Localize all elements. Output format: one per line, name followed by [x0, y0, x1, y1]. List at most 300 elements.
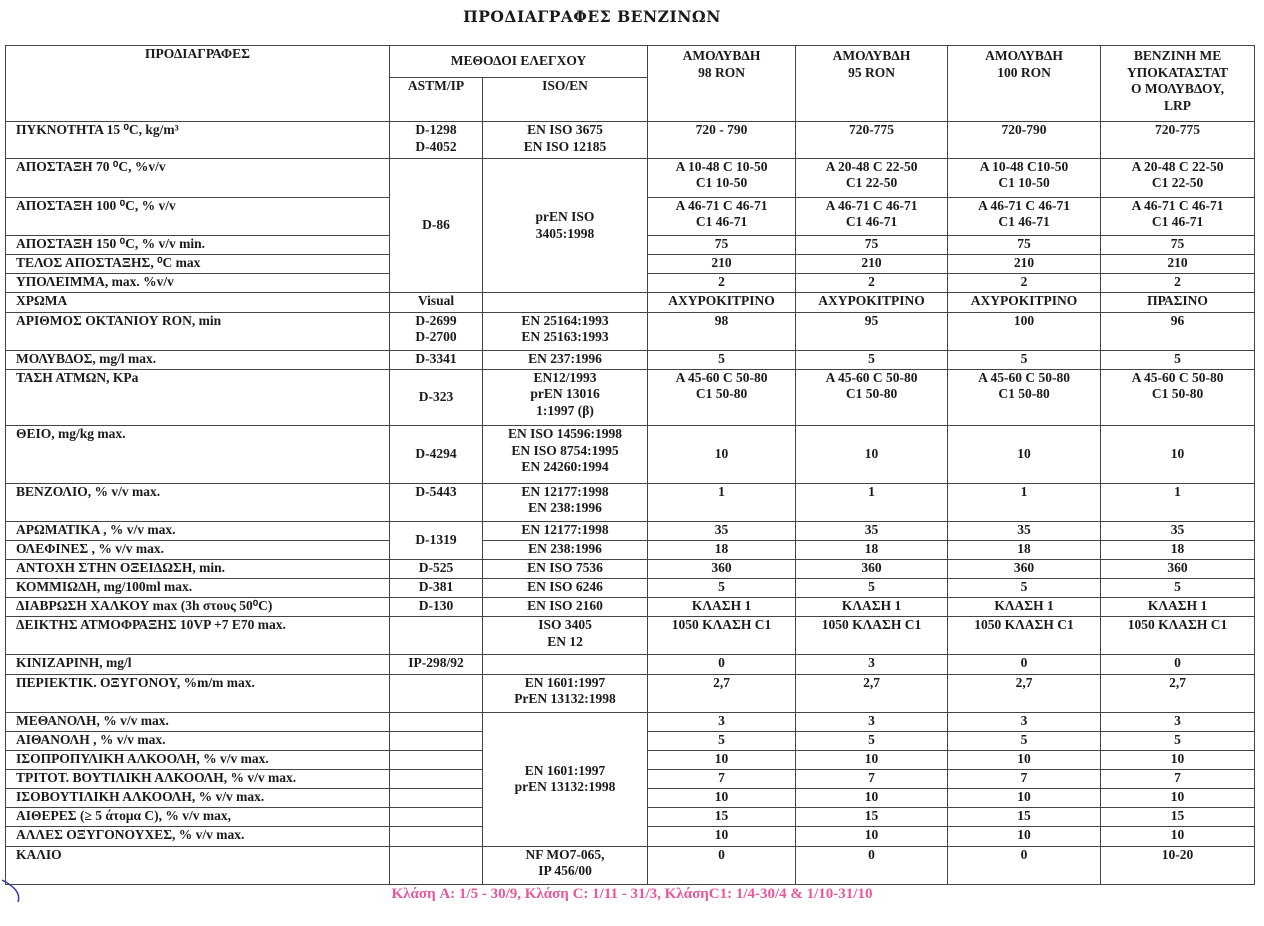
spec-label: ΠΥΚΝΟΤΗΤΑ 15 ⁰C, kg/m³	[6, 122, 390, 158]
astm-method-line: D-525	[418, 559, 454, 575]
fuel-value-line: 1	[1174, 483, 1181, 499]
header-fuel-1-line: ΑΜΟΛΥΒΔΗ	[682, 48, 761, 63]
iso-method-line: NF MO7-065,	[525, 846, 605, 862]
iso-method-line: prEN 13016	[530, 386, 600, 402]
fuel-value	[648, 540, 796, 559]
table-row	[6, 540, 1255, 559]
fuel-value	[648, 712, 796, 731]
fuel-value-line: 95	[864, 312, 879, 328]
fuel-value-line: A 46-71 C 46-71	[825, 197, 918, 213]
fuel-value-line: ΚΛΑΣΗ 1	[994, 598, 1054, 614]
iso-method-line: prEN 13132:1998	[514, 779, 616, 795]
fuel-value	[796, 426, 948, 483]
fuel-value-line: 7	[1020, 770, 1028, 786]
fuel-value-line: 5	[868, 350, 875, 366]
header-fuel-3	[948, 46, 1101, 122]
fuel-value-line: C1 46-71	[998, 214, 1050, 230]
iso-method	[483, 540, 648, 559]
iso-method-line: EN ISO 7536	[527, 559, 603, 575]
fuel-value	[796, 731, 948, 750]
fuel-value-line: 720-775	[849, 122, 895, 138]
fuel-value-line: 5	[1174, 579, 1181, 595]
spec-label: ΔΕΙΚΤΗΣ ΑΤΜΟΦΡΑΞΗΣ 10VP +7 E70 max.	[6, 617, 390, 655]
fuel-value	[948, 122, 1101, 158]
fuel-value-line: 210	[1013, 255, 1035, 271]
fuel-value-line: 720-790	[1001, 122, 1047, 138]
fuel-value	[1101, 369, 1255, 425]
fuel-value-line: 210	[861, 255, 882, 271]
fuel-value-line: 18	[864, 540, 879, 556]
fuel-value	[648, 731, 796, 750]
fuel-value-line: 75	[864, 236, 879, 252]
astm-method	[390, 598, 483, 617]
fuel-value-line: A 20-48 C 22-50	[825, 158, 918, 174]
fuel-value-line: 35	[1170, 521, 1185, 537]
spec-label: ΚΙΝΙΖΑΡΙΝΗ, mg/l	[6, 655, 390, 674]
header-fuel-2-line: 95 RON	[848, 64, 895, 80]
astm-method	[390, 674, 483, 712]
table-row	[6, 617, 1255, 655]
fuel-value-line: 18	[714, 540, 729, 556]
astm-method	[390, 789, 483, 808]
iso-method-line: IP 456/00	[538, 863, 592, 879]
fuel-value-line: 1050 ΚΛΑΣΗ C1	[974, 617, 1074, 633]
fuel-value	[948, 598, 1101, 617]
iso-method	[483, 559, 648, 578]
header-astm	[390, 78, 483, 122]
fuel-value	[648, 274, 796, 293]
fuel-value-line: 35	[1017, 521, 1031, 537]
fuel-value-line: 0	[718, 846, 725, 862]
spec-label: ΜΟΛΥΒΔΟΣ, mg/l max.	[6, 350, 390, 369]
iso-method	[483, 350, 648, 369]
fuel-value	[1101, 655, 1255, 674]
astm-method	[390, 369, 483, 425]
spec-label: ΥΠΟΛΕΙΜΜΑ, max. %v/v	[6, 274, 390, 293]
fuel-value-line: 18	[1017, 540, 1031, 556]
fuel-value	[1101, 789, 1255, 808]
fuel-value	[648, 483, 796, 521]
header-specs	[6, 46, 390, 122]
iso-method	[483, 655, 648, 674]
spec-label: ΤΕΛΟΣ ΑΠΟΣΤΑΞΗΣ, ⁰C max	[6, 255, 390, 274]
fuel-value-line: 1050 ΚΛΑΣΗ C1	[671, 617, 772, 633]
iso-method-line: EN 238:1996	[528, 540, 602, 556]
fuel-value-line: 2,7	[713, 674, 730, 690]
spec-label: ΑΡΩΜΑΤΙΚΑ , % v/v max.	[6, 521, 390, 540]
astm-method	[390, 827, 483, 846]
table-row	[6, 312, 1255, 350]
astm-method-line: D-1298	[415, 122, 457, 138]
fuel-value-line: 2	[868, 274, 875, 290]
fuel-value-line: 7	[868, 770, 875, 786]
astm-method	[390, 122, 483, 158]
iso-method-line: EN ISO 8754:1995	[511, 442, 619, 458]
fuel-value	[648, 789, 796, 808]
fuel-value-line: 100	[1013, 312, 1035, 328]
iso-method	[483, 312, 648, 350]
fuel-value-line: 210	[711, 255, 732, 271]
iso-method-line: prEN ISO	[535, 209, 595, 225]
fuel-value-line: 3	[718, 712, 725, 728]
header-fuel-4-line: ΥΠΟΚΑΤΑΣΤΑΤ	[1126, 64, 1229, 80]
fuel-value	[1101, 712, 1255, 731]
fuel-value-line: A 46-71 C 46-71	[1131, 197, 1224, 213]
header-fuel-2	[796, 46, 948, 122]
astm-method	[390, 731, 483, 750]
spec-label: ΑΛΛΕΣ ΟΞΥΓΟΝΟΥΧΕΣ, % v/v max.	[6, 827, 390, 846]
fuel-value	[796, 808, 948, 827]
iso-method-line: EN 12177:1998	[521, 521, 609, 537]
spec-label: ΑΡΙΘΜΟΣ ΟΚΤΑΝΙΟΥ RON, min	[6, 312, 390, 350]
astm-method-line: D-2699	[415, 312, 457, 328]
fuel-value-line: 0	[868, 846, 875, 862]
fuel-value-line: 1050 ΚΛΑΣΗ C1	[821, 617, 922, 633]
fuel-value-line: C1 22-50	[1151, 175, 1204, 191]
iso-method-line: EN 1601:1997	[524, 762, 606, 778]
iso-method-line: EN 1601:1997	[524, 674, 606, 690]
header-fuel-4-line: Ο ΜΟΛΥΒΔΟΥ,	[1131, 81, 1225, 96]
spec-label: ΜΕΘΑΝΟΛΗ, % v/v max.	[6, 712, 390, 731]
fuel-value	[796, 579, 948, 598]
fuel-value-line: 3	[868, 712, 875, 728]
fuel-value-line: 210	[1167, 255, 1188, 271]
fuel-value	[1101, 312, 1255, 350]
astm-method	[390, 350, 483, 369]
fuel-value	[948, 617, 1101, 655]
fuel-value-line: 10	[864, 751, 879, 767]
fuel-value-line: 10	[714, 751, 729, 767]
spec-label: ΚΑΛΙΟ	[6, 846, 390, 884]
fuel-value	[796, 293, 948, 312]
fuel-value-line: ΑΧΥΡΟΚΙΤΡΙΝΟ	[668, 293, 775, 309]
fuel-value-line: 10	[1017, 751, 1031, 767]
spec-label: ΑΠΟΣΤΑΞΗ 150 ⁰C, % v/v min.	[6, 236, 390, 255]
fuel-value	[1101, 617, 1255, 655]
fuel-value-line: 1050 ΚΛΑΣΗ C1	[1127, 617, 1228, 633]
iso-method-line: 3405:1998	[535, 225, 595, 241]
fuel-value	[796, 598, 948, 617]
fuel-value	[796, 827, 948, 846]
fuel-value-line: A 46-71 C 46-71	[675, 197, 768, 213]
fuel-value-line: 10	[864, 827, 879, 843]
astm-method	[390, 158, 483, 293]
spec-label: ΒΕΝΖΟΛΙΟ, % v/v max.	[6, 483, 390, 521]
fuel-value-line: 75	[714, 236, 729, 252]
header-iso-line: ISO/EN	[542, 78, 588, 94]
astm-method	[390, 426, 483, 483]
header-methods-line: ΜΕΘΟΔΟΙ ΕΛΕΓΧΟΥ	[450, 53, 587, 69]
spec-label: ΑΝΤΟΧΗ ΣΤΗΝ ΟΞΕΙΔΩΣΗ, min.	[6, 559, 390, 578]
fuel-value-line: 15	[1017, 808, 1031, 824]
fuel-value	[948, 789, 1101, 808]
fuel-value	[948, 827, 1101, 846]
fuel-value-line: C1 50-80	[845, 386, 898, 402]
fuel-value-line: A 10-48 C 10-50	[675, 158, 768, 174]
astm-method-line: D-130	[418, 598, 454, 614]
spec-label: ΑΙΘΕΡΕΣ (≥ 5 άτομα C), % v/v max,	[6, 808, 390, 827]
fuel-value-line: 2,7	[1169, 674, 1186, 690]
fuel-value-line: 2,7	[1015, 674, 1033, 690]
fuel-value-line: 98	[714, 312, 729, 328]
fuel-value-line: 10	[1017, 827, 1031, 843]
fuel-value	[1101, 540, 1255, 559]
spec-label: ΤΡΙΤΟΤ. ΒΟΥΤΙΛΙΚΗ ΑΛΚΟΟΛΗ, % v/v max.	[6, 770, 390, 789]
iso-method-line: ISO 3405	[538, 617, 592, 633]
fuel-value	[948, 483, 1101, 521]
fuel-value-line: 10	[714, 789, 729, 805]
fuel-value-line: C1 10-50	[998, 175, 1050, 191]
fuel-value	[796, 483, 948, 521]
iso-method-line: EN 12	[547, 633, 583, 649]
fuel-value-line: 2	[718, 274, 725, 290]
table-row	[6, 846, 1255, 884]
header-fuel-4	[1101, 46, 1255, 122]
astm-method-line: D-3341	[415, 350, 457, 366]
iso-method	[483, 617, 648, 655]
table-row	[6, 674, 1255, 712]
table-row	[6, 369, 1255, 425]
astm-method	[390, 808, 483, 827]
iso-method	[483, 483, 648, 521]
fuel-value	[948, 846, 1101, 884]
fuel-value-line: A 45-60 C 50-80	[675, 369, 768, 385]
page-title: ΠΡΟΔΙΑΓΡΑΦΕΣ ΒΕΝΖΙΝΩΝ	[463, 7, 721, 26]
iso-method-line: EN ISO 14596:1998	[508, 426, 623, 442]
fuel-value-line: 3	[868, 655, 875, 671]
fuel-value-line: 3	[1174, 712, 1181, 728]
table-row	[6, 559, 1255, 578]
fuel-value-line: 5	[1174, 731, 1181, 747]
fuel-value-line: 5	[868, 731, 875, 747]
fuel-value	[1101, 770, 1255, 789]
fuel-value	[648, 236, 796, 255]
fuel-value	[796, 617, 948, 655]
fuel-value-line: A 20-48 C 22-50	[1131, 158, 1224, 174]
fuel-value-line: 5	[868, 579, 875, 595]
fuel-value-line: A 46-71 C 46-71	[978, 197, 1070, 213]
fuel-value-line: 10	[1017, 446, 1031, 462]
fuel-value	[648, 158, 796, 197]
spec-label: ΙΣΟΒΟΥΤΙΛΙΚΗ ΑΛΚΟΟΛΗ, % v/v max.	[6, 789, 390, 808]
fuel-value	[1101, 197, 1255, 235]
fuel-value-line: 5	[1020, 579, 1028, 595]
iso-method-line: EN ISO 3675	[527, 122, 603, 138]
header-specs-line: ΠΡΟΔΙΑΓΡΑΦΕΣ	[145, 46, 250, 61]
spec-label: ΑΠΟΣΤΑΞΗ 70 ⁰C, %v/v	[6, 158, 390, 197]
fuel-value-line: 1	[718, 483, 725, 499]
fuel-value	[1101, 426, 1255, 483]
astm-method-line: D-5443	[415, 483, 457, 499]
fuel-value	[948, 293, 1101, 312]
fuel-value	[648, 521, 796, 540]
fuel-value-line: 0	[1020, 846, 1028, 862]
class-legend-footer: Κλάση A: 1/5 - 30/9, Κλάση C: 1/11 - 31/3, ΚλάσηC1: 1/4-30/4 & 1/10-31/10	[391, 886, 873, 902]
fuel-value	[948, 369, 1101, 425]
fuel-value	[948, 674, 1101, 712]
fuel-value	[796, 158, 948, 197]
fuel-value-line: 5	[718, 579, 725, 595]
fuel-value	[1101, 846, 1255, 884]
fuel-value	[648, 617, 796, 655]
astm-method	[390, 293, 483, 312]
astm-method	[390, 312, 483, 350]
fuel-value	[948, 655, 1101, 674]
fuel-value	[648, 255, 796, 274]
spec-label: ΑΙΘΑΝΟΛΗ , % v/v max.	[6, 731, 390, 750]
iso-method	[483, 293, 648, 312]
astm-method-line: D-381	[418, 579, 454, 595]
scan-edge-mark	[0, 876, 30, 906]
iso-method-line: EN 12177:1998	[521, 483, 609, 499]
fuel-value-line: ΚΛΑΣΗ 1	[1147, 598, 1208, 614]
fuel-value	[948, 236, 1101, 255]
fuel-value-line: 10-20	[1161, 846, 1194, 862]
fuel-value	[648, 122, 796, 158]
fuel-value-line: ΑΧΥΡΟΚΙΤΡΙΝΟ	[970, 293, 1078, 309]
header-fuel-1-line: 98 RON	[698, 64, 745, 80]
fuel-value-line: 35	[864, 521, 879, 537]
fuel-value	[648, 751, 796, 770]
fuel-value	[796, 369, 948, 425]
fuel-value	[796, 197, 948, 235]
fuel-value	[1101, 274, 1255, 293]
fuel-value	[948, 770, 1101, 789]
fuel-value	[1101, 293, 1255, 312]
fuel-value-line: C1 50-80	[1151, 386, 1204, 402]
iso-method	[483, 426, 648, 483]
fuel-value-line: 75	[1017, 236, 1031, 252]
fuel-value-line: 96	[1170, 312, 1185, 328]
fuel-value	[796, 674, 948, 712]
fuel-value-line: 15	[714, 808, 729, 824]
fuel-value	[948, 579, 1101, 598]
astm-method	[390, 617, 483, 655]
fuel-value	[648, 770, 796, 789]
fuel-value	[796, 312, 948, 350]
fuel-value-line: 5	[718, 731, 725, 747]
iso-method-line: EN 25163:1993	[521, 329, 609, 345]
fuel-value-line: 360	[1013, 559, 1035, 575]
fuel-value-line: A 45-60 C 50-80	[825, 369, 918, 385]
astm-method	[390, 579, 483, 598]
fuel-value	[648, 293, 796, 312]
fuel-value	[648, 674, 796, 712]
fuel-value-line: C1 46-71	[1151, 214, 1204, 230]
fuel-value	[648, 846, 796, 884]
astm-method-line: D-1319	[415, 532, 457, 548]
iso-method	[483, 369, 648, 425]
table-row	[6, 158, 1255, 197]
iso-method-line: 1:1997 (β)	[536, 402, 594, 418]
iso-method-line: EN 237:1996	[528, 350, 602, 366]
header-fuel-4-line: LRP	[1164, 97, 1192, 113]
fuel-value	[948, 426, 1101, 483]
fuel-value	[648, 579, 796, 598]
spec-label: ΤΑΣΗ ΑΤΜΩΝ, KPa	[6, 369, 390, 425]
fuel-value-line: 1	[1020, 483, 1028, 499]
fuel-value	[948, 197, 1101, 235]
fuel-value-line: C1 46-71	[845, 214, 898, 230]
fuel-value-line: 10	[714, 446, 729, 462]
fuel-value-line: 18	[1170, 540, 1185, 556]
fuel-value-line: 15	[1170, 808, 1185, 824]
fuel-value	[796, 655, 948, 674]
fuel-value-line: 1	[868, 483, 875, 499]
header-fuel-2-line: ΑΜΟΛΥΒΔΗ	[832, 48, 911, 63]
fuel-value-line: 75	[1170, 236, 1185, 252]
spec-label: ΙΣΟΠΡΟΠΥΛΙΚΗ ΑΛΚΟΟΛΗ, % v/v max.	[6, 751, 390, 770]
fuel-value	[796, 712, 948, 731]
iso-method-line: PrEN 13132:1998	[514, 691, 616, 707]
fuel-value	[1101, 158, 1255, 197]
fuel-value	[648, 598, 796, 617]
table-row	[6, 655, 1255, 674]
fuel-value	[796, 255, 948, 274]
fuel-value-line: 10	[1017, 789, 1031, 805]
fuel-value	[1101, 579, 1255, 598]
astm-method	[390, 751, 483, 770]
fuel-value-line: 10	[1170, 827, 1185, 843]
fuel-value-line: A 45-60 C 50-80	[1131, 369, 1224, 385]
iso-method	[483, 846, 648, 884]
fuel-value	[948, 731, 1101, 750]
fuel-value-line: 15	[864, 808, 879, 824]
fuel-value-line: C1 50-80	[998, 386, 1050, 402]
table-row	[6, 122, 1255, 158]
fuel-value-line: 35	[714, 521, 729, 537]
fuel-value	[796, 540, 948, 559]
spec-label: ΚΟΜΜΙΩΔΗ, mg/100ml max.	[6, 579, 390, 598]
fuel-value	[648, 827, 796, 846]
fuel-value-line: 0	[1174, 655, 1181, 671]
spec-label: ΠΕΡΙΕΚΤΙΚ. ΟΞΥΓΟΝΟΥ, %m/m max.	[6, 674, 390, 712]
fuel-value-line: 0	[718, 655, 725, 671]
iso-method	[483, 579, 648, 598]
spec-label: ΑΠΟΣΤΑΞΗ 100 ⁰C, % v/v	[6, 197, 390, 235]
fuel-value-line: 5	[1020, 731, 1028, 747]
fuel-value	[1101, 483, 1255, 521]
spec-table	[5, 45, 1255, 885]
fuel-value	[648, 426, 796, 483]
header-fuel-1	[648, 46, 796, 122]
header-fuel-3-line: 100 RON	[997, 64, 1051, 80]
fuel-value-line: 10	[864, 789, 879, 805]
fuel-value-line: ΠΡΑΣΙΝΟ	[1147, 293, 1208, 309]
fuel-value-line: 2,7	[863, 674, 880, 690]
astm-method-line: D-4052	[415, 138, 457, 154]
astm-method-line: Visual	[417, 293, 455, 309]
fuel-value	[796, 846, 948, 884]
fuel-value-line: 3	[1020, 712, 1028, 728]
astm-method	[390, 770, 483, 789]
fuel-value	[948, 540, 1101, 559]
header-fuel-4-line: ΒΕΝΖΙΝΗ ΜΕ	[1133, 48, 1222, 63]
iso-method	[483, 158, 648, 293]
fuel-value	[948, 808, 1101, 827]
astm-method-line: D-2700	[415, 329, 457, 345]
fuel-value	[1101, 731, 1255, 750]
fuel-value	[648, 808, 796, 827]
fuel-value-line: 10	[714, 827, 729, 843]
fuel-value	[1101, 255, 1255, 274]
fuel-value	[1101, 122, 1255, 158]
iso-method-line: EN ISO 6246	[527, 579, 603, 595]
spec-label: ΧΡΩΜΑ	[6, 293, 390, 312]
fuel-value	[1101, 674, 1255, 712]
fuel-value-line: A 45-60 C 50-80	[978, 369, 1070, 385]
iso-method-line: EN 24260:1994	[521, 459, 609, 475]
